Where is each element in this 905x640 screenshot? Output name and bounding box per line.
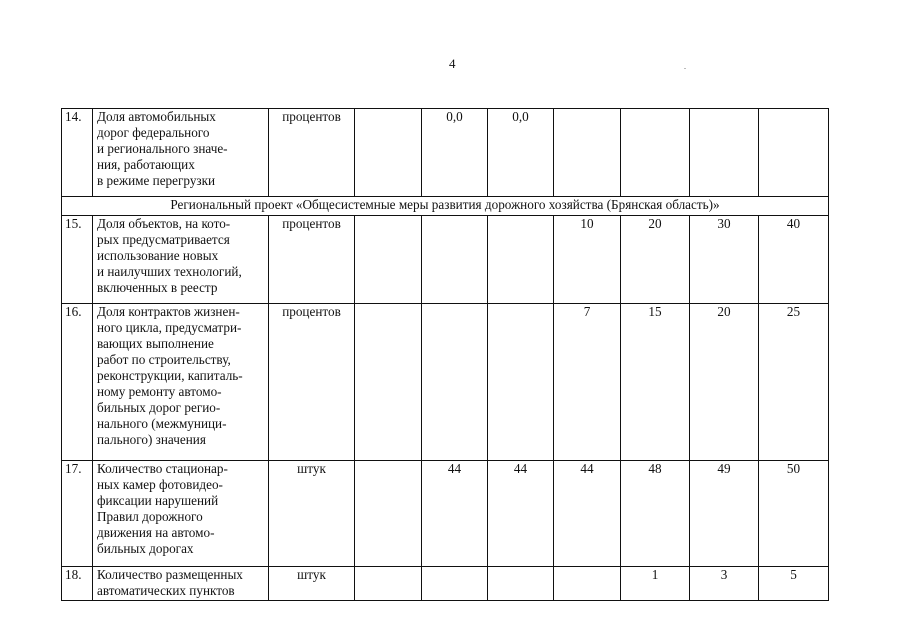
value-cell <box>355 461 422 567</box>
value-cell <box>690 109 759 197</box>
value-cell: 10 <box>554 216 621 304</box>
unit-cell: процентов <box>269 304 355 461</box>
indicator-name: Количество стационар- ных камер фотовидео- фиксации нарушений Правил дорожного движения на автомо- бильных дорогах <box>93 461 269 567</box>
unit-cell: процентов <box>269 109 355 197</box>
row-number: 15. <box>62 216 93 304</box>
value-cell: 40 <box>759 216 829 304</box>
value-cell: 25 <box>759 304 829 461</box>
value-cell: 7 <box>554 304 621 461</box>
page-number: 4 <box>449 56 456 71</box>
value-cell <box>355 567 422 601</box>
value-cell: 50 <box>759 461 829 567</box>
indicator-name: Доля объектов, на кото- рых предусматривается использование новых и наилучших технологий, включенных в реестр <box>93 216 269 304</box>
scan-speck <box>684 68 686 69</box>
value-cell: 44 <box>422 461 488 567</box>
value-cell: 44 <box>554 461 621 567</box>
value-cell: 30 <box>690 216 759 304</box>
value-cell <box>355 216 422 304</box>
value-cell: 20 <box>690 304 759 461</box>
value-cell <box>422 304 488 461</box>
value-cell <box>621 109 690 197</box>
value-cell <box>422 216 488 304</box>
indicator-name: Количество размещенных автоматических пунктов <box>93 567 269 601</box>
table-row <box>62 567 829 601</box>
table-row <box>62 216 829 304</box>
row-number: 14. <box>62 109 93 197</box>
value-cell: 1 <box>621 567 690 601</box>
value-cell: 0,0 <box>488 109 554 197</box>
row-number: 16. <box>62 304 93 461</box>
section-row <box>62 197 829 216</box>
value-cell: 5 <box>759 567 829 601</box>
indicator-name: Доля контрактов жизнен- ного цикла, предусматри- вающих выполнение работ по строительству, реконструкции, капиталь- ному ремонту автомо- бильных дорог регио- нального (межмуници- пального) значения <box>93 304 269 461</box>
value-cell <box>355 304 422 461</box>
value-cell <box>488 304 554 461</box>
unit-cell: процентов <box>269 216 355 304</box>
value-cell: 3 <box>690 567 759 601</box>
value-cell: 44 <box>488 461 554 567</box>
value-cell: 0,0 <box>422 109 488 197</box>
value-cell: 48 <box>621 461 690 567</box>
table-row <box>62 304 829 461</box>
row-number: 18. <box>62 567 93 601</box>
indicator-name: Доля автомобильных дорог федерального и регионального значе- ния, работающих в режиме перегрузки <box>93 109 269 197</box>
value-cell <box>488 216 554 304</box>
value-cell: 49 <box>690 461 759 567</box>
value-cell <box>488 567 554 601</box>
table-row <box>62 109 829 197</box>
value-cell <box>759 109 829 197</box>
section-title: Региональный проект «Общесистемные меры развития дорожного хозяйства (Брянская область)» <box>62 197 829 216</box>
table-row <box>62 461 829 567</box>
value-cell: 15 <box>621 304 690 461</box>
indicators-table <box>61 108 829 601</box>
value-cell: 20 <box>621 216 690 304</box>
unit-cell: штук <box>269 461 355 567</box>
value-cell <box>355 109 422 197</box>
unit-cell: штук <box>269 567 355 601</box>
value-cell <box>422 567 488 601</box>
value-cell <box>554 109 621 197</box>
value-cell <box>554 567 621 601</box>
row-number: 17. <box>62 461 93 567</box>
